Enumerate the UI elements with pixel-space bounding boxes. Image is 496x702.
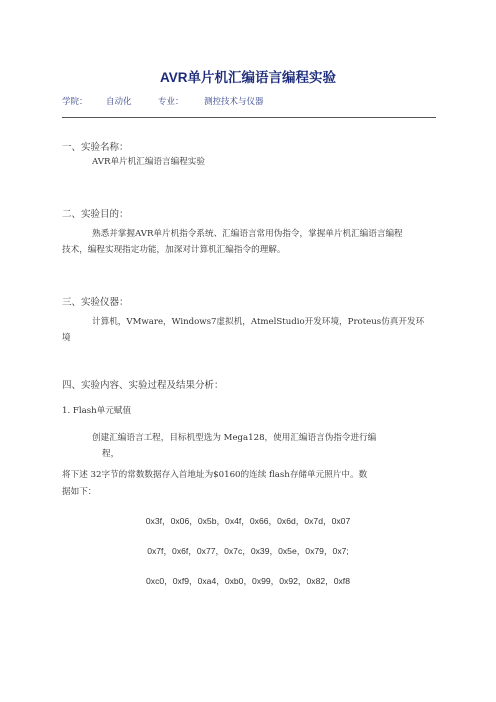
data-line-2: 0x7f，0x6f，0x77，0x7c，0x39，0x5e，0x79，0x7; (147, 546, 349, 556)
section-content-para1-line2: 程， (102, 449, 120, 459)
section-name-body: AVR单片机汇编语言编程实验 (92, 157, 205, 167)
section-content-para2-line1: 将下述 32字节的常数数据存入首地址为$0160的连续 flash存储单元照片中。数 (62, 470, 368, 480)
section-purpose-heading: 二、实验目的： (62, 209, 129, 220)
section-instruments-heading: 三、实验仪器： (62, 297, 129, 308)
section-name-heading: 一、实验名称： (62, 142, 129, 153)
data-line-1: 0x3f，0x06，0x5b，0x4f，0x66，0x6d，0x7d，0x07 (145, 516, 351, 526)
section-purpose-body-line2: 技术，编程实现指定功能，加深对计算机汇编指令的理解。 (62, 245, 286, 255)
document-title: AVR单片机汇编语言编程实验 (159, 70, 336, 85)
section-content-subheading: 1. Flash单元赋值 (62, 406, 132, 416)
major-label: 专业： (158, 97, 184, 107)
section-instruments-body-line2: 境 (62, 333, 71, 343)
college-label: 学院： (62, 97, 88, 107)
major-value: 测控技术与仪器 (204, 97, 264, 107)
section-content-para1-line1: 创建汇编语言工程，目标机型选为 Mega128，使用汇编语言伪指令进行编 (92, 433, 377, 443)
college-value: 自动化 (106, 97, 132, 107)
data-line-3: 0xc0，0xf9，0xa4，0xb0，0x99，0x92，0x82，0xf8 (146, 576, 350, 586)
section-content-para2-line2: 据如下： (62, 487, 97, 497)
header-divider (62, 117, 436, 118)
section-content-heading: 四、实验内容、实验过程及结果分析： (62, 380, 224, 391)
section-purpose-body-line1: 熟悉并掌握AVR单片机指令系统、汇编语言常用伪指令，掌握单片机汇编语言编程 (92, 229, 403, 239)
section-instruments-body-line1: 计算机，VMware，Windows7虚拟机，AtmelStudio开发环境，Proteus仿真开发环 (92, 317, 425, 327)
